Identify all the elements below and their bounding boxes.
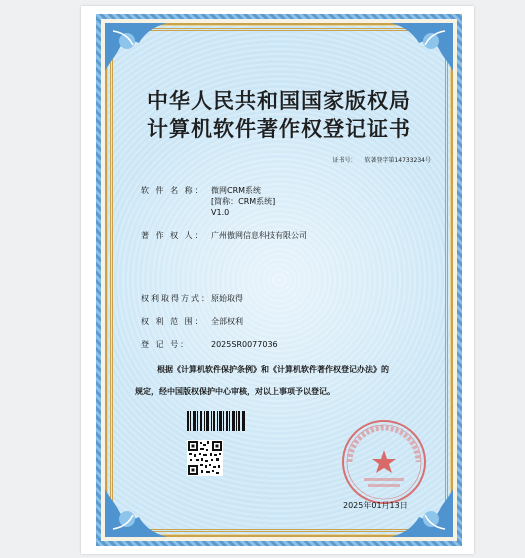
statement-line-2: 规定，经中国版权保护中心审核，对以上事项予以登记。 [135, 386, 335, 396]
scope-label: 权 利 范 围： [141, 317, 205, 326]
certificate-page [81, 6, 474, 554]
corner-ornament-top-right [391, 23, 453, 71]
barcode [187, 411, 245, 431]
cert-no-label: 证书号： [332, 157, 357, 164]
software-version: V1.0 [211, 208, 230, 217]
scope-row [141, 316, 243, 327]
owner-row [141, 230, 307, 241]
official-seal-icon [340, 418, 428, 506]
owner-label: 著 作 权 人： [141, 231, 205, 240]
owner-value: 广州傲网信息科技有限公司 [211, 231, 307, 240]
corner-ornament-bottom-left [105, 489, 167, 537]
registration-row [141, 339, 278, 350]
software-name-label: 软 件 名 称： [141, 186, 205, 195]
acquire-row [141, 293, 243, 304]
acquire-label: 权利取得方式： [141, 294, 211, 303]
software-extra [211, 196, 275, 218]
software-name-row [141, 185, 261, 196]
software-short-name: [简称：CRM系统] [211, 197, 276, 206]
statement-line-1: 根据《计算机软件保护条例》和《计算机软件著作权登记办法》的 [157, 364, 389, 374]
certificate-number [333, 155, 431, 164]
registration-label: 登 记 号： [141, 340, 191, 349]
certificate-field [105, 23, 453, 537]
scope-value: 全部权利 [211, 317, 243, 326]
software-name-value: 微网CRM系统 [211, 186, 262, 195]
qr-code [187, 440, 223, 476]
title-line-1: 中华人民共和国国家版权局 [147, 88, 411, 113]
certificate-border [96, 14, 462, 546]
title-line-2: 计算机软件著作权登记证书 [147, 116, 411, 141]
registration-number: 2025SR0077036 [211, 340, 278, 349]
cert-no-value: 软著登字第14733234号 [364, 157, 431, 164]
corner-ornament-top-left [105, 23, 167, 71]
issue-date: 2025年01月13日 [343, 501, 408, 510]
acquire-value: 原始取得 [211, 294, 243, 303]
